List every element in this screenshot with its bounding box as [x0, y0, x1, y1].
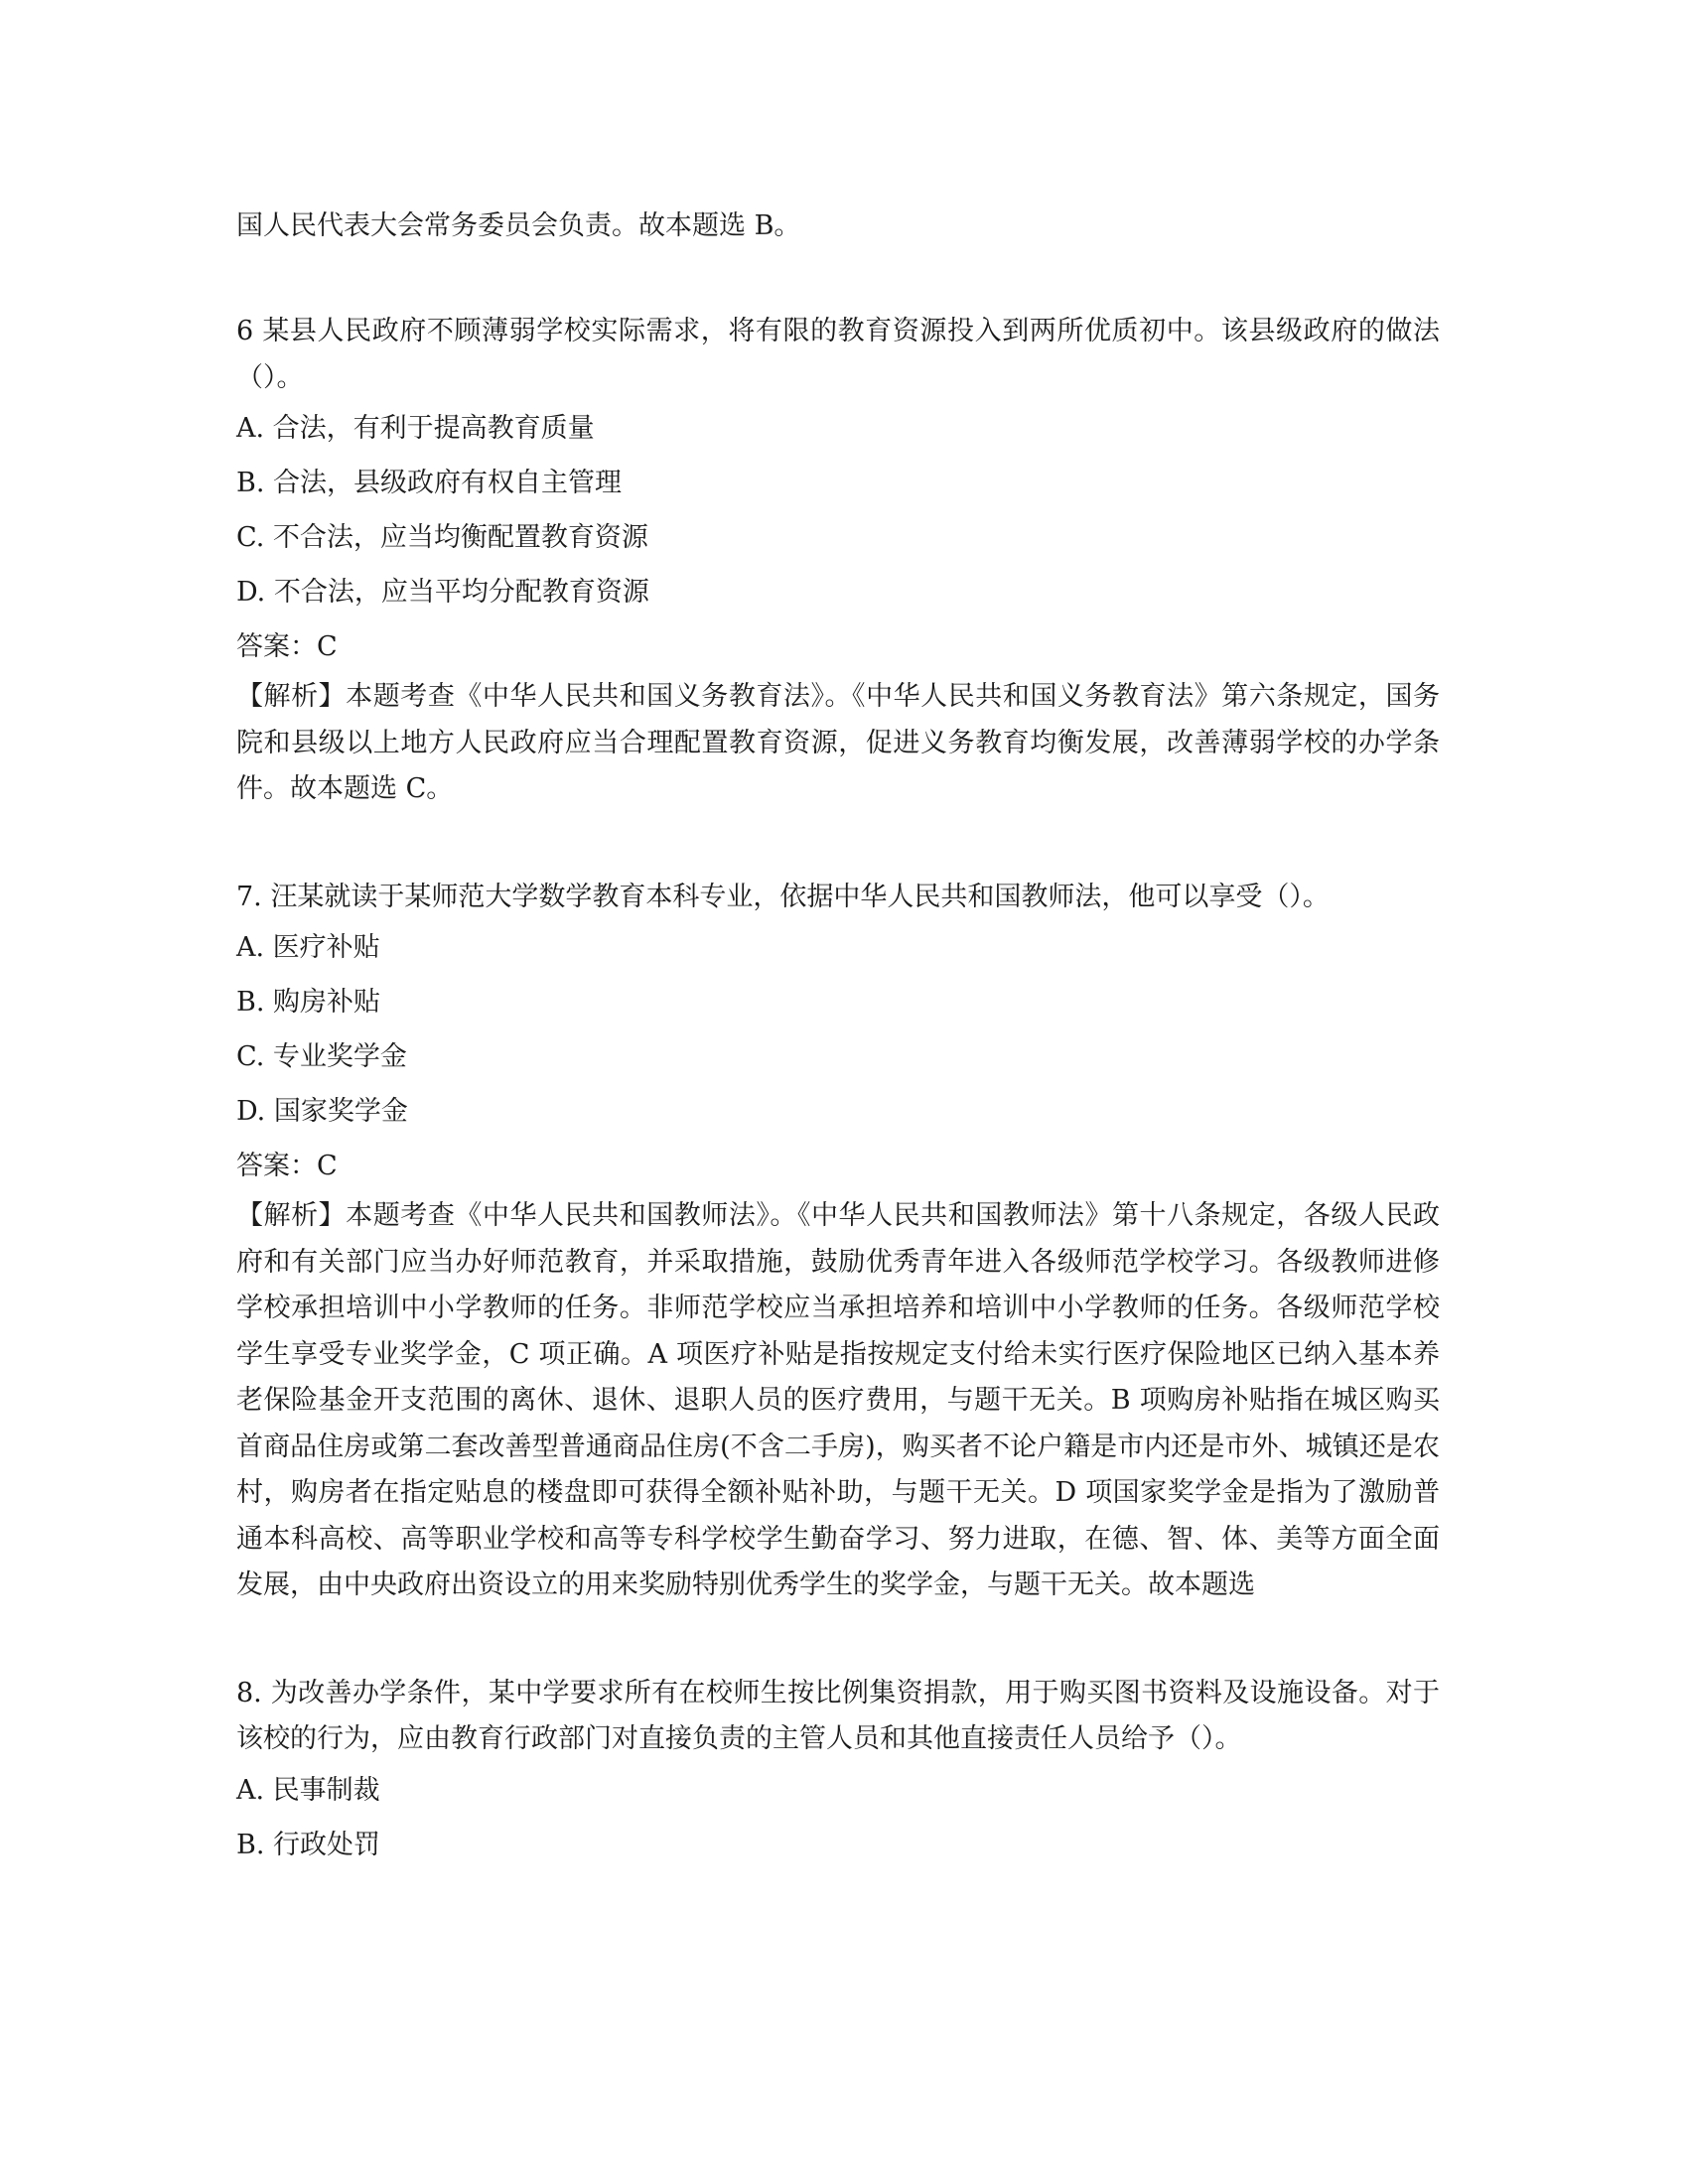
answer-line: 答案：C	[236, 1151, 338, 1181]
option-b: B. 合法，县级政府有权自主管理	[236, 468, 623, 498]
analysis-paragraph: 【解析】本题考查《中华人民共和国教师法》。《中华人民共和国教师法》第十八条规定，各级人民政府和有关部门应当办好师范教育，并采取措施，鼓励优秀青年进入各级师范学校学习。各级教师进修学校承担培训中小学教师的任务。非师范学校应当承担培养和培训中小学教师的任务。各级师范学校学生享受专业奖学金，C 项正确。A 项医疗补贴是指按规定支付给未实行医疗保险地区已纳入基本养老保险基金开支范围的离休、退休、退职人员的医疗费用，与题干无关。B 项购房补贴指在城区购买首商品住房或第二套改善型普通商品住房(不含二手房)，购买者不论户籍是市内还是市外、城镇还是农村，购房者在指定贴息的楼盘即可获得全额补贴补助，与题干无关。D 项国家奖学金是指为了激励普通本科高校、高等职业学校和高等专科学校学生勤奋学习、努力进取，在德、智、体、美等方面全面发展，由中央政府出资设立的用来奖励特别优秀学生的奖学金，与题干无关。故本题选	[236, 1200, 1440, 1600]
document-page	[236, 199, 1440, 1872]
option-b: B. 行政处罚	[236, 1829, 381, 1860]
question-stem: 6 某县人民政府不顾薄弱学校实际需求，将有限的教育资源投入到两所优质初中。该县级政府的做法（）。	[236, 316, 1440, 393]
spacer	[236, 1609, 1440, 1671]
question-8	[236, 1671, 1440, 1872]
option-b: B. 购房补贴	[236, 987, 381, 1018]
answer-line: 答案：C	[236, 631, 338, 662]
spacer	[236, 813, 1440, 875]
option-c: C. 不合法，应当均衡配置教育资源	[236, 522, 648, 553]
analysis-paragraph: 【解析】本题考查《中华人民共和国义务教育法》。《中华人民共和国义务教育法》第六条规定，国务院和县级以上地方人民政府应当合理配置教育资源，促进义务教育均衡发展，改善薄弱学校的办学条件。故本题选 C。	[236, 681, 1440, 804]
question-7	[236, 875, 1440, 1609]
option-a: A. 医疗补贴	[236, 932, 380, 963]
option-a: A. 合法，有利于提高教育质量	[236, 413, 595, 444]
question-stem: 8. 为改善办学条件，某中学要求所有在校师生按比例集资捐款，用于购买图书资料及设施设备。对于该校的行为，应由教育行政部门对直接负责的主管人员和其他直接责任人员给予（）。	[236, 1677, 1440, 1754]
option-a: A. 民事制裁	[236, 1774, 380, 1806]
previous-answer-continuation: 国人民代表大会常务委员会负责。故本题选 B。	[236, 210, 801, 241]
question-stem: 7. 汪某就读于某师范大学数学教育本科专业，依据中华人民共和国教师法，他可以享受（）。	[236, 881, 1330, 912]
option-d: D. 国家奖学金	[236, 1096, 408, 1127]
spacer	[236, 253, 1440, 309]
question-6	[236, 309, 1440, 813]
option-d: D. 不合法，应当平均分配教育资源	[236, 577, 649, 608]
option-c: C. 专业奖学金	[236, 1041, 407, 1072]
